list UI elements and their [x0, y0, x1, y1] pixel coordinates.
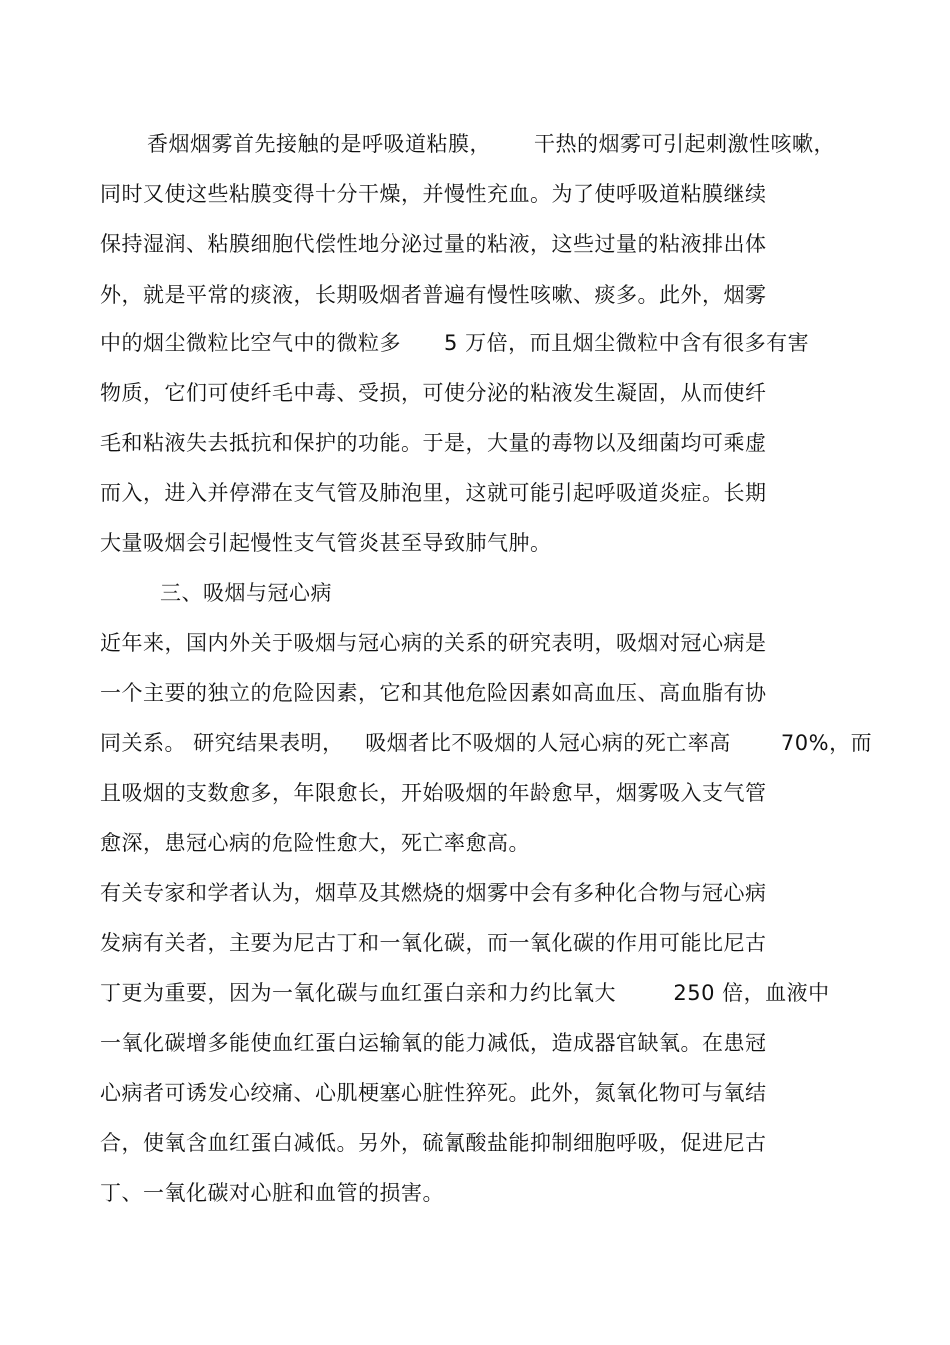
text-line: 保持湿润、粘膜细胞代偿性地分泌过量的粘液，这些过量的粘液排出体 [100, 232, 767, 256]
text-line: 毛和粘液失去抵抗和保护的功能。于是，大量的毒物以及细菌均可乘虚 [100, 431, 767, 455]
text-line: 中的烟尘微粒比空气中的微粒多 5 万倍，而且烟尘微粒中含有很多有害 [100, 331, 810, 355]
text-line: 发病有关者，主要为尼古丁和一氧化碳，而一氧化碳的作用可能比尼古 [100, 931, 767, 955]
text-line: 而入，进入并停滞在支气管及肺泡里，这就可能引起呼吸道炎症。长期 [100, 481, 767, 505]
text-line: 合，使氧含血红蛋白减低。另外，硫氰酸盐能抑制细胞呼吸，促进尼古 [100, 1131, 767, 1155]
text-line: 有关专家和学者认为，烟草及其燃烧的烟雾中会有多种化合物与冠心病 [100, 881, 767, 905]
text-line: 心病者可诱发心绞痛、心肌梗塞心脏性猝死。此外，氮氧化物可与氧结 [100, 1081, 767, 1105]
text-line: 愈深，患冠心病的危险性愈大，死亡率愈高。 [100, 831, 530, 855]
text-line: 香烟烟雾首先接触的是呼吸道粘膜， 干热的烟雾可引起刺激性咳嗽， [147, 132, 836, 156]
text-line: 外，就是平常的痰液，长期吸烟者普遍有慢性咳嗽、痰多。此外，烟雾 [100, 283, 767, 307]
text-line: 近年来，国内外关于吸烟与冠心病的关系的研究表明，吸烟对冠心病是 [100, 631, 767, 655]
text-line: 物质，它们可使纤毛中毒、受损，可使分泌的粘液发生凝固，从而使纤 [100, 381, 767, 405]
text-line: 且吸烟的支数愈多，年限愈长，开始吸烟的年龄愈早，烟雾吸入支气管 [100, 781, 767, 805]
text-line: 丁、一氧化碳对心脏和血管的损害。 [100, 1181, 444, 1205]
text-line: 同时又使这些粘膜变得十分干燥，并慢性充血。为了使呼吸道粘膜继续 [100, 182, 767, 206]
section-heading: 三、吸烟与冠心病 [160, 581, 332, 605]
text-line: 大量吸烟会引起慢性支气管炎甚至导致肺气肿。 [100, 531, 552, 555]
text-line: 一氧化碳增多能使血红蛋白运输氧的能力减低，造成器官缺氧。在患冠 [100, 1031, 767, 1055]
text-line: 一个主要的独立的危险因素，它和其他危险因素如高血压、高血脂有协 [100, 681, 767, 705]
text-line: 同关系。 研究结果表明， 吸烟者比不吸烟的人冠心病的死亡率高 70%，而 [100, 731, 873, 755]
text-line: 丁更为重要，因为一氧化碳与血红蛋白亲和力约比氧大 250 倍，血液中 [100, 981, 830, 1005]
